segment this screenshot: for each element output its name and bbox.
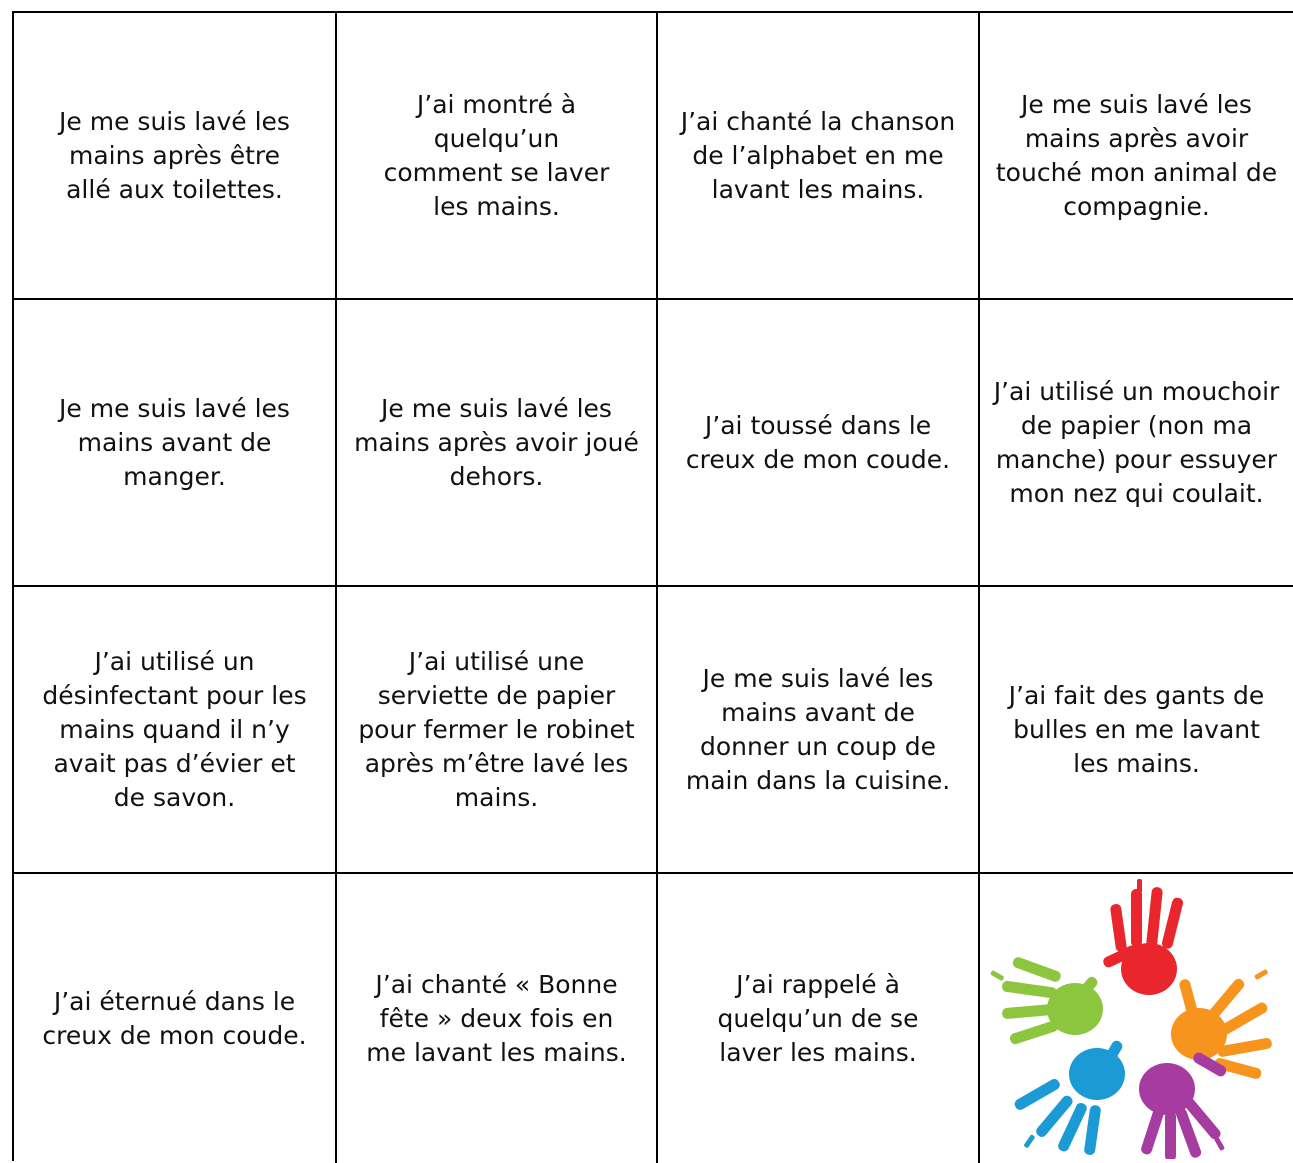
card-cell: [337, 13, 658, 300]
card-cell: [14, 874, 337, 1163]
colorful-handprints-icon: [987, 879, 1287, 1159]
card-cell: [980, 13, 1293, 300]
card-cell: [658, 13, 980, 300]
card-text: Je me suis lavé les mains avant de manger.: [59, 393, 290, 491]
card-cell: [337, 874, 658, 1163]
card-cell: [980, 587, 1293, 874]
purple-handprint-icon: [1139, 1050, 1228, 1158]
card-cell: [980, 300, 1293, 587]
bingo-card-grid: [12, 11, 1293, 1161]
card-cell: [337, 587, 658, 874]
card-text: Je me suis lavé les mains après être allé aux toilettes.: [59, 106, 290, 204]
card-cell: [658, 874, 980, 1163]
card-cell: [14, 300, 337, 587]
card-cell: [337, 300, 658, 587]
card-text: J’ai utilisé un désinfectant pour les mains quand il n’y avait pas d’évier et de savon.: [42, 646, 307, 812]
card-text: J’ai éternué dans le creux de mon coude.: [42, 986, 307, 1050]
card-text: J’ai toussé dans le creux de mon coude.: [685, 410, 951, 474]
orange-handprint-icon: [1171, 976, 1273, 1079]
card-text: J’ai utilisé une serviette de papier pour fermer le robinet après m’être lavé les mains.: [358, 646, 635, 812]
card-text: J’ai fait des gants de bulles en me lavant les mains.: [1008, 680, 1265, 778]
card-cell: [658, 300, 980, 587]
card-text: Je me suis lavé les mains avant de donner un coup de main dans la cuisine.: [685, 663, 951, 795]
card-text: J’ai utilisé un mouchoir de papier (non ma manche) pour essuyer mon nez qui coulait.: [993, 376, 1280, 508]
card-text: J’ai chanté « Bonne fête » deux fois en me lavant les mains.: [366, 969, 627, 1067]
card-cell: [658, 587, 980, 874]
red-handprint-icon: [1101, 886, 1184, 994]
card-cell: [14, 13, 337, 300]
card-text: Je me suis lavé les mains après avoir joué dehors.: [354, 393, 639, 491]
card-text: J’ai rappelé à quelqu’un de se laver les mains.: [717, 969, 919, 1067]
card-text: J’ai montré à quelqu’un comment se laver les mains.: [383, 89, 610, 221]
card-text: Je me suis lavé les mains après avoir touché mon animal de compagnie.: [995, 89, 1278, 221]
card-cell-image: [980, 874, 1293, 1163]
green-handprint-icon: [1001, 955, 1103, 1045]
card-text: J’ai chanté la chanson de l’alphabet en me lavant les mains.: [680, 106, 956, 204]
card-cell: [14, 587, 337, 874]
